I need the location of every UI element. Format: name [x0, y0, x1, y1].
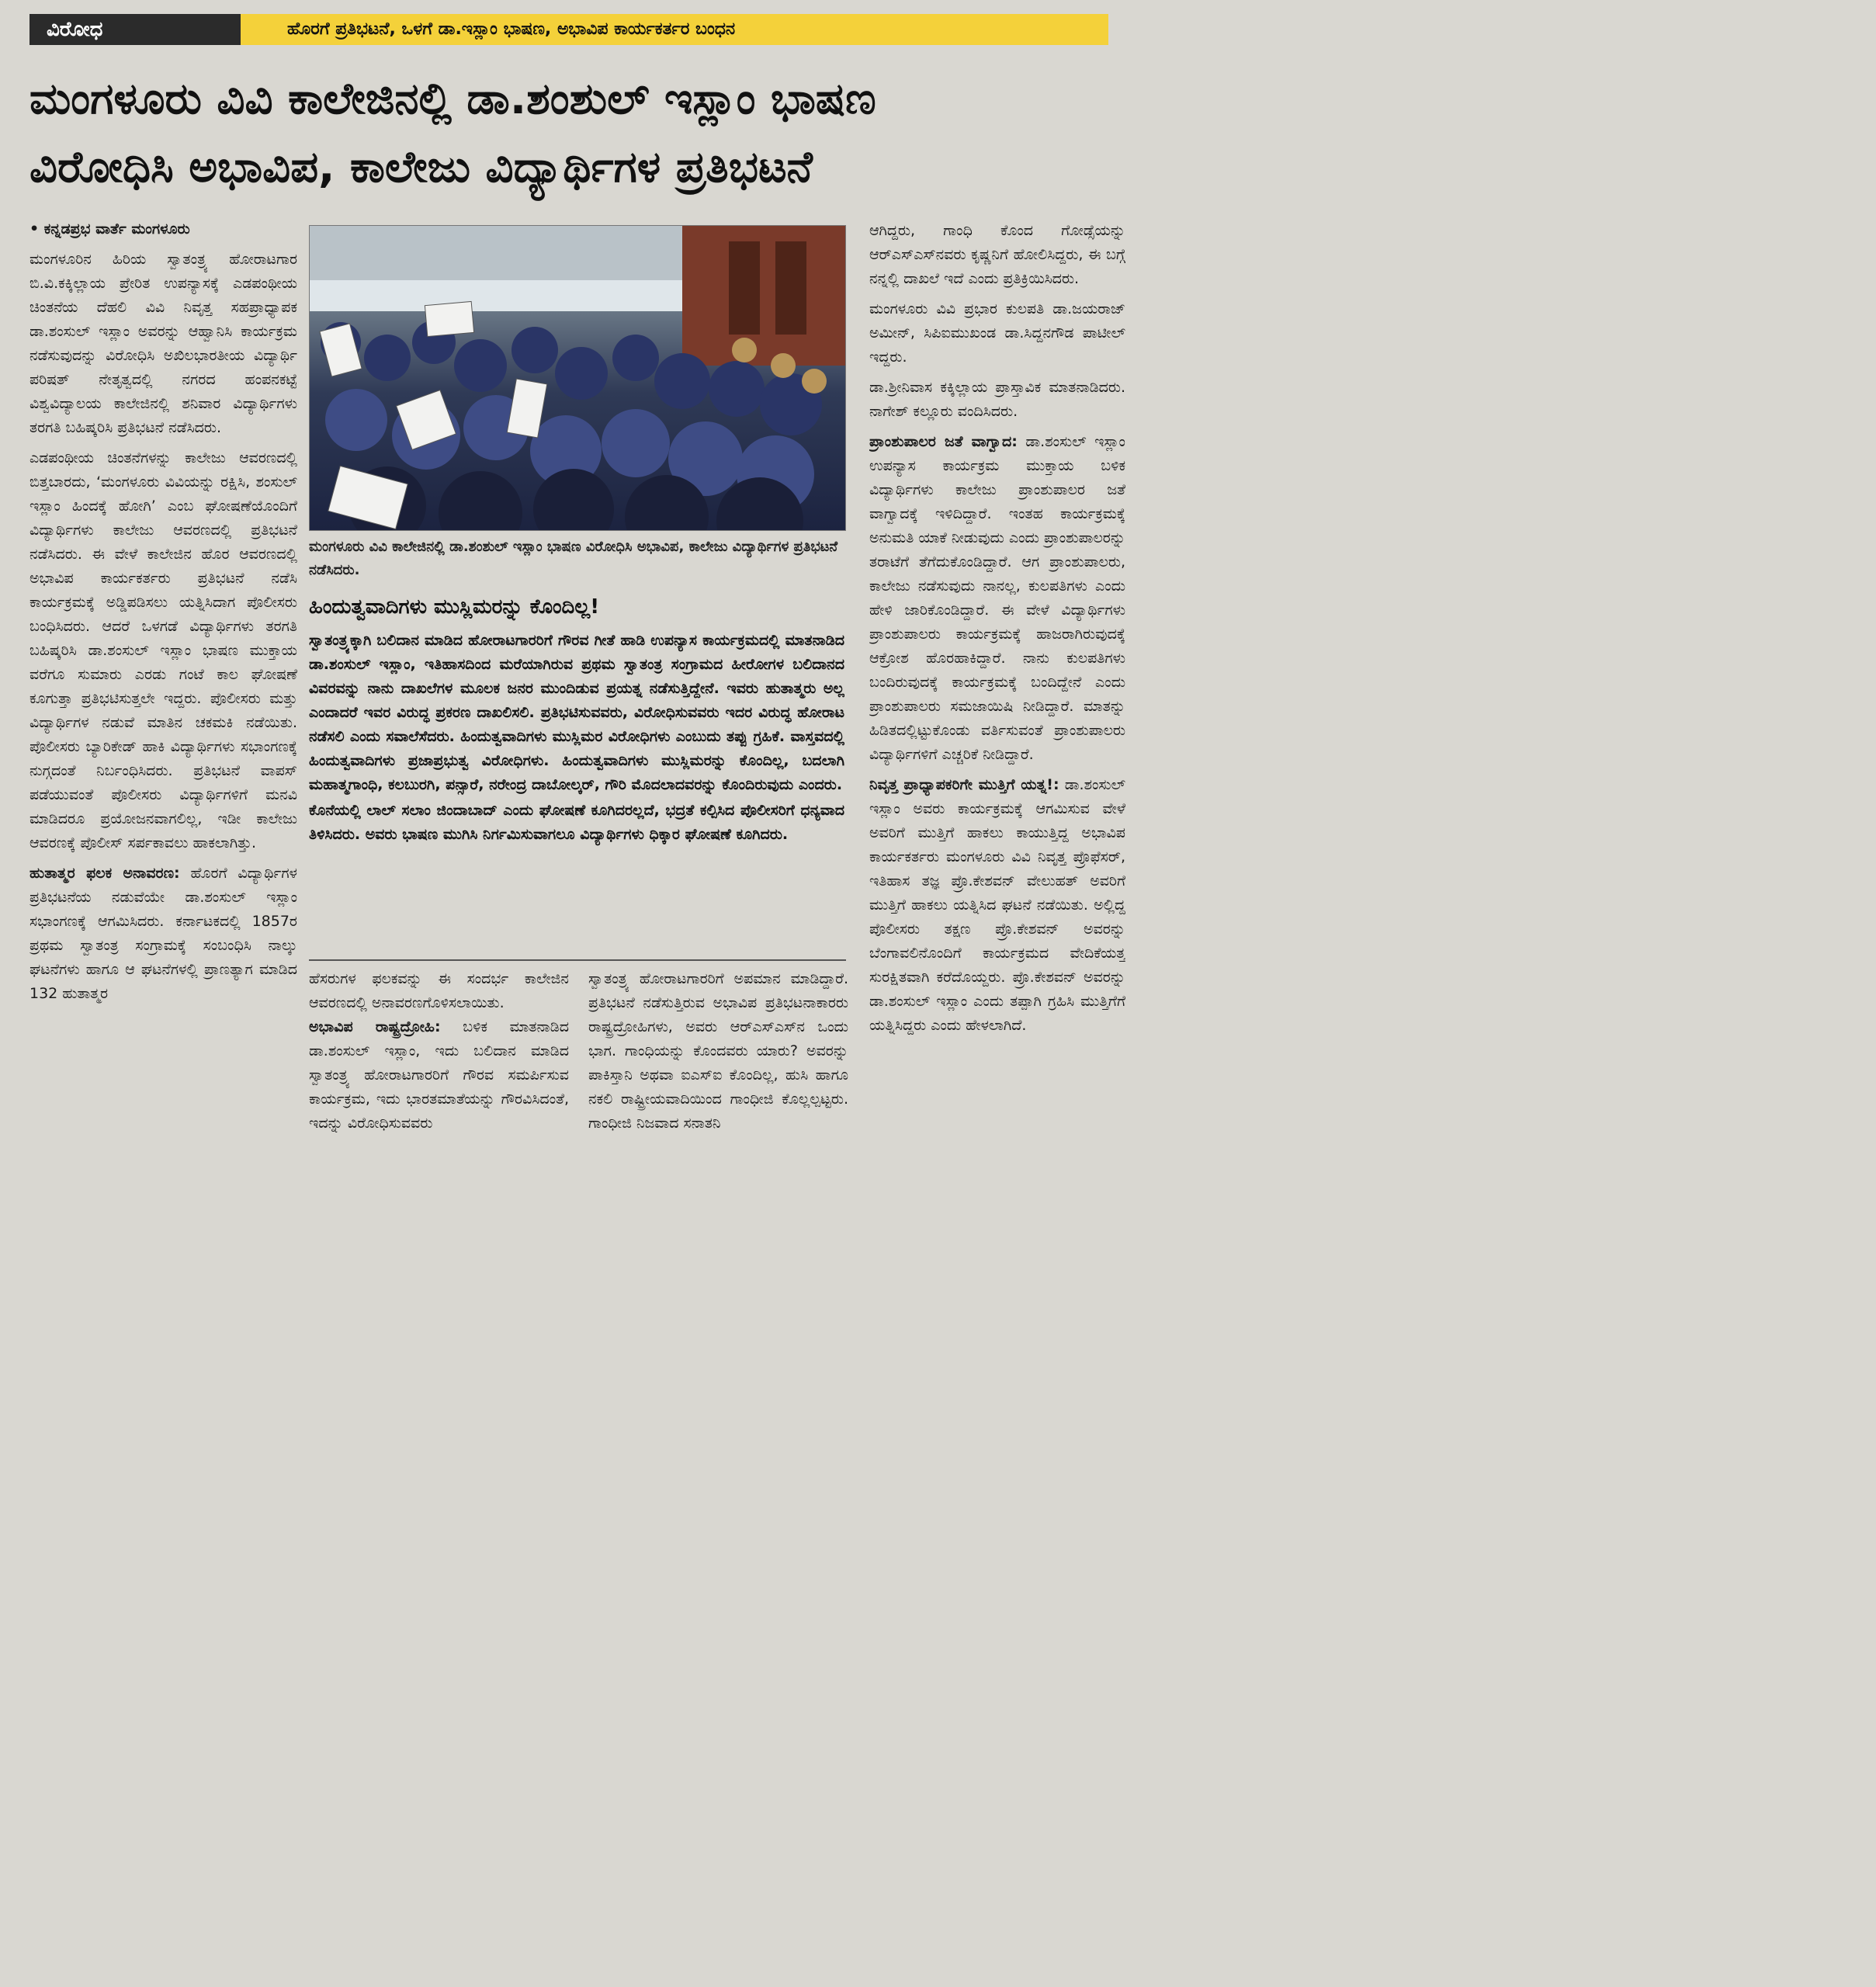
protest-photo-illustration	[310, 226, 845, 530]
right-subhead-2: ನಿವೃತ್ತ ಪ್ರಾಧ್ಯಾಪಕರಿಗೇ ಮುತ್ತಿಗೆ ಯತ್ನ!:	[869, 776, 1059, 793]
right-paragraph-3: ಡಾ.ಶ್ರೀನಿವಾಸ ಕಕ್ಕಿಲ್ಲಾಯ ಪ್ರಾಸ್ತಾವಿಕ ಮಾತನಾಡಿದರು. ನಾಗೇಶ್ ಕಲ್ಲೂರು ವಂದಿಸಿದರು.	[869, 379, 1125, 420]
right-paragraph-2: ಮಂಗಳೂರು ವಿವಿ ಪ್ರಭಾರ ಕುಲಪತಿ ಡಾ.ಜಯರಾಜ್ ಅಮೀನ್, ಸಿಪಿಐಮುಖಂಡ ಡಾ.ಸಿದ್ದನಗೌಡ ಪಾಟೀಲ್ ಇದ್ದರು.	[869, 300, 1125, 366]
right-paragraph-5	[869, 773, 1125, 1038]
photo-caption: ಮಂಗಳೂರು ವಿವಿ ಕಾಲೇಜಿನಲ್ಲಿ ಡಾ.ಶಂಶುಲ್ ಇಸ್ಲಾಂ ಭಾಷಣ ವಿರೋಧಿಸಿ ಅಭಾವಿಪ, ಕಾಲೇಜು ವಿದ್ಯಾರ್ಥಿಗಳ ಪ್ರತಿಭಟನೆ ನಡೆಸಿದರು.	[309, 539, 838, 578]
c2-paragraph-1: ಸ್ವಾತಂತ್ರ್ಯ ಹೋರಾಟಗಾರರಿಗೆ ಅಪಮಾನ ಮಾಡಿದ್ದಾರೆ. ಪ್ರತಿಭಟನೆ ನಡೆಸುತ್ತಿರುವ ಅಭಾವಿಪ ಪ್ರತಿಭಟನಾಕಾರರು ರಾಷ್ಟ್ರದ್ರೋಹಿಗಳು, ಅವರು ಆರ್‌ಎಸ್ಎಸ್‌ನ ಒಂದು ಭಾಗ. ಗಾಂಧಿಯನ್ನು ಕೊಂದವರು ಯಾರು? ಅವರನ್ನು ಪಾಕಿಸ್ತಾನಿ ಅಥವಾ ಐಎಸ್‌ಐ ಕೊಂದಿಲ್ಲ, ಹುಸಿ ಹಾಗೂ ನಕಲಿ ರಾಷ್ಟ್ರೀಯವಾದಿಯಿಂದ ಗಾಂಧೀಜಿ ಕೊಲ್ಲಲ್ಪಟ್ಟರು. ಗಾಂಧೀಜಿ ನಿಜವಾದ ಸನಾತನಿ	[588, 970, 848, 1132]
bottom-center-column-1	[309, 967, 569, 1208]
right-paragraph-4	[869, 430, 1125, 767]
left-column	[29, 217, 297, 1211]
newspaper-page	[0, 0, 1149, 1217]
left-paragraph-3	[29, 862, 297, 1006]
c1-paragraph-2	[309, 1015, 569, 1136]
center-body	[309, 629, 844, 955]
kicker-tag: ವಿರೋಧ	[29, 14, 241, 45]
center-subhead: ಹಿಂದುತ್ವವಾದಿಗಳು ಮುಸ್ಲಿಮರನ್ನು ಕೊಂದಿಲ್ಲ!	[309, 595, 600, 619]
c1-paragraph-1: ಹೆಸರುಗಳ ಫಲಕವನ್ನು ಈ ಸಂದರ್ಭ ಕಾಲೇಜಿನ ಆವರಣದಲ್ಲಿ ಅನಾವರಣಗೊಳಿಸಲಾಯಿತು.	[309, 970, 569, 1011]
byline: • ಕನ್ನಡಪ್ರಭ ವಾರ್ತೆ ಮಂಗಳೂರು	[29, 220, 190, 238]
headline-line-1: ಮಂಗಳೂರು ವಿವಿ ಕಾಲೇಜಿನಲ್ಲಿ ಡಾ.ಶಂಶುಲ್ ಇಸ್ಲಾಂ ಭಾಷಣ	[29, 74, 876, 124]
section-divider	[309, 959, 846, 961]
right-paragraph-1: ಆಗಿದ್ದರು, ಗಾಂಧಿ ಕೊಂದ ಗೋಡ್ಸೆಯನ್ನು ಆರ್‌ಎಸ್ಎಸ್‌ನವರು ಕೃಷ್ಣನಿಗೆ ಹೋಲಿಸಿದ್ದರು, ಈ ಬಗ್ಗೆ ನನ್ನಲ್ಲಿ ದಾಖಲೆ ಇದೆ ಎಂದು ಪ್ರತಿಕ್ರಿಯಿಸಿದರು.	[869, 222, 1125, 287]
right-subhead-1: ಪ್ರಾಂಶುಪಾಲರ ಜತೆ ವಾಗ್ವಾದ:	[869, 433, 1018, 450]
right-paragraph-5-text: ಡಾ.ಶಂಸುಲ್ ಇಸ್ಲಾಂ ಅವರು ಕಾರ್ಯಕ್ರಮಕ್ಕೆ ಆಗಮಿಸುವ ವೇಳೆ ಅವರಿಗೆ ಮುತ್ತಿಗೆ ಹಾಕಲು ಕಾಯುತ್ತಿದ್ದ ಅಭಾವಿಪ ಕಾರ್ಯಕರ್ತರು ಮಂಗಳೂರು ವಿವಿ ನಿವೃತ್ತ ಪ್ರೊಫೆಸರ್, ಇತಿಹಾಸ ತಜ್ಞ ಪ್ರೊ.ಕೇಶವನ್ ವೇಲುಹತ್ ಅವರಿಗೆ ಮುತ್ತಿಗೆ ಹಾಕಲು ಯತ್ನಿಸಿದ ಘಟನೆ ನಡೆಯಿತು. ಅಲ್ಲಿದ್ದ ಪೊಲೀಸರು ತಕ್ಷಣ ಪ್ರೊ.ಕೇಶವನ್ ಅವರನ್ನು ಬೆಂಗಾವಲಿನೊಂದಿಗೆ ಕಾರ್ಯಕ್ರಮದ ವೇದಿಕೆಯತ್ತ ಸುರಕ್ಷಿತವಾಗಿ ಕರೆದೊಯ್ದರು. ಪ್ರೊ.ಕೇಶವನ್ ಅವರನ್ನು ಡಾ.ಶಂಸುಲ್ ಇಸ್ಲಾಂ ಎಂದು ತಪ್ಪಾಗಿ ಗ್ರಹಿಸಿ ಮುತ್ತಿಗೆಗೆ ಯತ್ನಿಸಿದ್ದರು ಎಂದು ಹೇಳಲಾಗಿದೆ.	[869, 776, 1125, 1034]
c1-paragraph-2-text: ಬಳಿಕ ಮಾತನಾಡಿದ ಡಾ.ಶಂಸುಲ್ ಇಸ್ಲಾಂ, ಇದು ಬಲಿದಾನ ಮಾಡಿದ ಸ್ವಾತಂತ್ರ್ಯ ಹೋರಾಟಗಾರರಿಗೆ ಗೌರವ ಸಮರ್ಪಿಸುವ ಕಾರ್ಯಕ್ರಮ, ಇದು ಭಾರತಮಾತೆಯನ್ನು ಗೌರವಿಸಿದಂತೆ, ಇದನ್ನು ವಿರೋಧಿಸುವವರು	[309, 1018, 569, 1132]
center-paragraph-1: ಸ್ವಾತಂತ್ರ್ಯಕ್ಕಾಗಿ ಬಲಿದಾನ ಮಾಡಿದ ಹೋರಾಟಗಾರರಿಗೆ ಗೌರವ ಗೀತೆ ಹಾಡಿ ಉಪನ್ಯಾಸ ಕಾರ್ಯಕ್ರಮದಲ್ಲಿ ಮಾತನಾಡಿದ ಡಾ.ಶಂಸುಲ್ ಇಸ್ಲಾಂ, ಇತಿಹಾಸದಿಂದ ಮರೆಯಾಗಿರುವ ಪ್ರಥಮ ಸ್ವಾತಂತ್ರ ಸಂಗ್ರಾಮದ ಹೀರೋಗಳ ಬಲಿದಾನದ ವಿವರವನ್ನು ನಾನು ದಾಖಲೆಗಳ ಮೂಲಕ ಜನರ ಮುಂದಿಡುವ ಪ್ರಯತ್ನ ನಡೆಸುತ್ತಿದ್ದೇನೆ. ಇವರು ಹುತಾತ್ಮರು ಅಲ್ಲ ಎಂದಾದರೆ ಇವರ ವಿರುದ್ಧ ಪ್ರಕರಣ ದಾಖಲಿಸಲಿ. ಪ್ರತಿಭಟಿಸುವವರು, ವಿರೋಧಿಸುವವರು ಇದರ ವಿರುದ್ಧ ಹೋರಾಟ ನಡೆಸಲಿ ಎಂದು ಸವಾಲೆಸೆದರು. ಹಿಂದುತ್ವವಾದಿಗಳು ಮುಸ್ಲಿಮರ ವಿರೋಧಿಗಳು ಎಂಬುದು ತಪ್ಪು ಗ್ರಹಿಕೆ. ವಾಸ್ತವದಲ್ಲಿ ಹಿಂದುತ್ವವಾದಿಗಳು ಪ್ರಜಾಪ್ರಭುತ್ವ ವಿರೋಧಿಗಳು. ಹಿಂದುತ್ವವಾದಿಗಳು ಮುಸ್ಲಿಮರನ್ನು ಕೊಂದಿಲ್ಲ, ಬದಲಾಗಿ ಮಹಾತ್ಮಗಾಂಧಿ, ಕಲಬುರಗಿ, ಪನ್ಸಾರೆ, ನರೇಂದ್ರ ದಾಬೋಲ್ಕರ್, ಗೌರಿ ಮೊದಲಾದವರನ್ನು ಕೊಂದಿರುವುದು ಎಂದರು.	[309, 632, 844, 793]
kicker-line: ಹೊರಗೆ ಪ್ರತಿಭಟನೆ, ಒಳಗೆ ಡಾ.ಇಸ್ಲಾಂ ಭಾಷಣ, ಅಭಾವಿಪ ಕಾರ್ಯಕರ್ತರ ಬಂಧನ	[241, 14, 1108, 45]
kicker-strip	[29, 14, 1108, 45]
right-column	[869, 219, 1125, 1208]
headline	[29, 65, 1116, 202]
left-paragraph-1: ಮಂಗಳೂರಿನ ಹಿರಿಯ ಸ್ವಾತಂತ್ರ್ಯ ಹೋರಾಟಗಾರ ಬಿ.ವಿ.ಕಕ್ಕಿಲ್ಲಾಯ ಪ್ರೇರಿತ ಉಪನ್ಯಾಸಕ್ಕೆ ಎಡಪಂಥೀಯ ಚಿಂತನೆಯ ದೆಹಲಿ ವಿವಿ ನಿವೃತ್ತ ಸಹಪ್ರಾಧ್ಯಾಪಕ ಡಾ.ಶಂಸುಲ್ ಇಸ್ಲಾಂ ಅವರನ್ನು ಆಹ್ವಾನಿಸಿ ಕಾರ್ಯಕ್ರಮ ನಡೆಸುವುದನ್ನು ವಿರೋಧಿಸಿ ಅಖಿಲಭಾರತೀಯ ವಿದ್ಯಾರ್ಥಿ ಪರಿಷತ್ ನೇತೃತ್ವದಲ್ಲಿ ನಗರದ ಹಂಪನಕಟ್ಟೆ ವಿಶ್ವವಿದ್ಯಾಲಯ ಕಾಲೇಜಿನಲ್ಲಿ ಶನಿವಾರ ವಿದ್ಯಾರ್ಥಿಗಳು ತರಗತಿ ಬಹಿಷ್ಕರಿಸಿ ಪ್ರತಿಭಟನೆ ನಡೆಸಿದರು.	[29, 251, 297, 436]
headline-line-2: ವಿರೋಧಿಸಿ ಅಭಾವಿಪ, ಕಾಲೇಜು ವಿದ್ಯಾರ್ಥಿಗಳ ಪ್ರತಿಭಟನೆ	[29, 142, 813, 192]
protest-photo	[309, 225, 846, 531]
c1-subhead: ಅಭಾವಿಪ ರಾಷ್ಟ್ರದ್ರೋಹಿ:	[309, 1018, 441, 1035]
left-paragraph-3-text: ಹೊರಗೆ ವಿದ್ಯಾರ್ಥಿಗಳ ಪ್ರತಿಭಟನೆಯ ನಡುವೆಯೇ ಡಾ.ಶಂಸುಲ್ ಇಸ್ಲಾಂ ಸಭಾಂಗಣಕ್ಕೆ ಆಗಮಿಸಿದರು. ಕರ್ನಾಟಕದಲ್ಲಿ 1857ರ ಪ್ರಥಮ ಸ್ವಾತಂತ್ರ ಸಂಗ್ರಾಮಕ್ಕೆ ಸಂಬಂಧಿಸಿ ನಾಲ್ಕು ಘಟನೆಗಳು ಹಾಗೂ ಆ ಘಟನೆಗಳಲ್ಲಿ ಪ್ರಾಣತ್ಯಾಗ ಮಾಡಿದ 132 ಹುತಾತ್ಮರ	[29, 865, 297, 1002]
bottom-center-column-2	[588, 967, 848, 1208]
left-subhead: ಹುತಾತ್ಮರ ಫಲಕ ಅನಾವರಣ:	[29, 865, 180, 882]
center-paragraph-2: ಕೊನೆಯಲ್ಲಿ ಲಾಲ್ ಸಲಾಂ ಜಿಂದಾಬಾದ್ ಎಂದು ಘೋಷಣೆ ಕೂಗಿದರಲ್ಲದೆ, ಭದ್ರತೆ ಕಲ್ಪಿಸಿದ ಪೊಲೀಸರಿಗೆ ಧನ್ಯವಾದ ತಿಳಿಸಿದರು. ಅವರು ಭಾಷಣ ಮುಗಿಸಿ ನಿರ್ಗಮಿಸುವಾಗಲೂ ವಿದ್ಯಾರ್ಥಿಗಳು ಧಿಕ್ಕಾರ ಘೋಷಣೆ ಕೂಗಿದರು.	[309, 802, 844, 843]
left-paragraph-2: ಎಡಪಂಥೀಯ ಚಿಂತನೆಗಳನ್ನು ಕಾಲೇಜು ಆವರಣದಲ್ಲಿ ಬಿತ್ತಬಾರದು, ‘ಮಂಗಳೂರು ವಿವಿಯನ್ನು ರಕ್ಷಿಸಿ, ಶಂಸುಲ್ ಇಸ್ಲಾಂ ಹಿಂದಕ್ಕೆ ಹೋಗಿ’ ಎಂಬ ಘೋಷಣೆಯೊಂದಿಗೆ ವಿದ್ಯಾರ್ಥಿಗಳು ಕಾಲೇಜು ಆವರಣದಲ್ಲಿ ಪ್ರತಿಭಟನೆ ನಡೆಸಿದರು. ಈ ವೇಳೆ ಕಾಲೇಜಿನ ಹೊರ ಆವರಣದಲ್ಲಿ ಅಭಾವಿಪ ಕಾರ್ಯಕರ್ತರು ಪ್ರತಿಭಟನೆ ನಡೆಸಿ ಕಾರ್ಯಕ್ರಮಕ್ಕೆ ಅಡ್ಡಿಪಡಿಸಲು ಯತ್ನಿಸಿದಾಗ ಪೊಲೀಸರು ಬಂಧಿಸಿದರು. ಆದರೆ ಒಳಗಡೆ ವಿದ್ಯಾರ್ಥಿಗಳು ತರಗತಿ ಬಹಿಷ್ಕರಿಸಿ ಡಾ.ಶಂಸುಲ್ ಇಸ್ಲಾಂ ಭಾಷಣ ಮುಕ್ತಾಯ ವರೆಗೂ ಸುಮಾರು ಎರಡು ಗಂಟೆ ಕಾಲ ಘೋಷಣೆ ಕೂಗುತ್ತಾ ಪ್ರತಿಭಟಿಸುತ್ತಲೇ ಇದ್ದರು. ಪೊಲೀಸರು ಮತ್ತು ವಿದ್ಯಾರ್ಥಿಗಳ ನಡುವೆ ಮಾತಿನ ಚಕಮಕಿ ನಡೆಯಿತು. ಪೊಲೀಸರು ಬ್ಯಾರಿಕೇಡ್ ಹಾಕಿ ವಿದ್ಯಾರ್ಥಿಗಳು ಸಭಾಂಗಣಕ್ಕೆ ನುಗ್ಗದಂತೆ ನಿರ್ಬಂಧಿಸಿದರು. ಪ್ರತಿಭಟನೆ ವಾಪಸ್ ಪಡೆಯುವಂತೆ ಪೊಲೀಸರು ವಿದ್ಯಾರ್ಥಿಗಳಿಗೆ ಮನವಿ ಮಾಡಿದರೂ ಪ್ರಯೋಜನವಾಗಲಿಲ್ಲ, ಇಡೀ ಕಾಲೇಜು ಆವರಣಕ್ಕೆ ಪೊಲೀಸ್ ಸರ್ಪಕಾವಲು ಹಾಕಲಾಗಿತ್ತು.	[29, 449, 297, 851]
right-paragraph-4-text: ಡಾ.ಶಂಸುಲ್ ಇಸ್ಲಾಂ ಉಪನ್ಯಾಸ ಕಾರ್ಯಕ್ರಮ ಮುಕ್ತಾಯ ಬಳಿಕ ವಿದ್ಯಾರ್ಥಿಗಳು ಕಾಲೇಜು ಪ್ರಾಂಶುಪಾಲರ ಜತೆ ವಾಗ್ವಾದಕ್ಕೆ ಇಳಿದಿದ್ದಾರೆ. ಇಂತಹ ಕಾರ್ಯಕ್ರಮಕ್ಕೆ ಅನುಮತಿ ಯಾಕೆ ನೀಡುವುದು ಎಂದು ಪ್ರಾಂಶುಪಾಲರನ್ನು ತರಾಟೆಗೆ ತೆಗೆದುಕೊಂಡಿದ್ದಾರೆ. ಆಗ ಪ್ರಾಂಶುಪಾಲರು, ಕಾಲೇಜು ನಡೆಸುವುದು ನಾನಲ್ಲ, ಕುಲಪತಿಗಳು ಎಂದು ಹೇಳಿ ಜಾರಿಕೊಂಡಿದ್ದಾರೆ. ಈ ವೇಳೆ ವಿದ್ಯಾರ್ಥಿಗಳು ಪ್ರಾಂಶುಪಾಲರು ಕಾರ್ಯಕ್ರಮಕ್ಕೆ ಹಾಜರಾಗಿರುವುದಕ್ಕೆ ಆಕ್ರೋಶ ಹೊರಹಾಕಿದ್ದಾರೆ. ನಾನು ಕುಲಪತಿಗಳು ಬಂದಿರುವುದಕ್ಕೆ ಕಾರ್ಯಕ್ರಮಕ್ಕೆ ಬಂದಿದ್ದೇನೆ ಎಂದು ಪ್ರಾಂಶುಪಾಲರು ಸಮಜಾಯಿಷಿ ನೀಡಿದ್ದಾರೆ. ಮಾತನ್ನು ಹಿಡಿತದಲ್ಲಿಟ್ಟುಕೊಂಡು ವರ್ತಿಸುವಂತೆ ಪ್ರಾಂಶುಪಾಲರು ವಿದ್ಯಾರ್ಥಿಗಳಿಗೆ ಎಚ್ಚರಿಕೆ ನೀಡಿದ್ದಾರೆ.	[869, 433, 1125, 763]
